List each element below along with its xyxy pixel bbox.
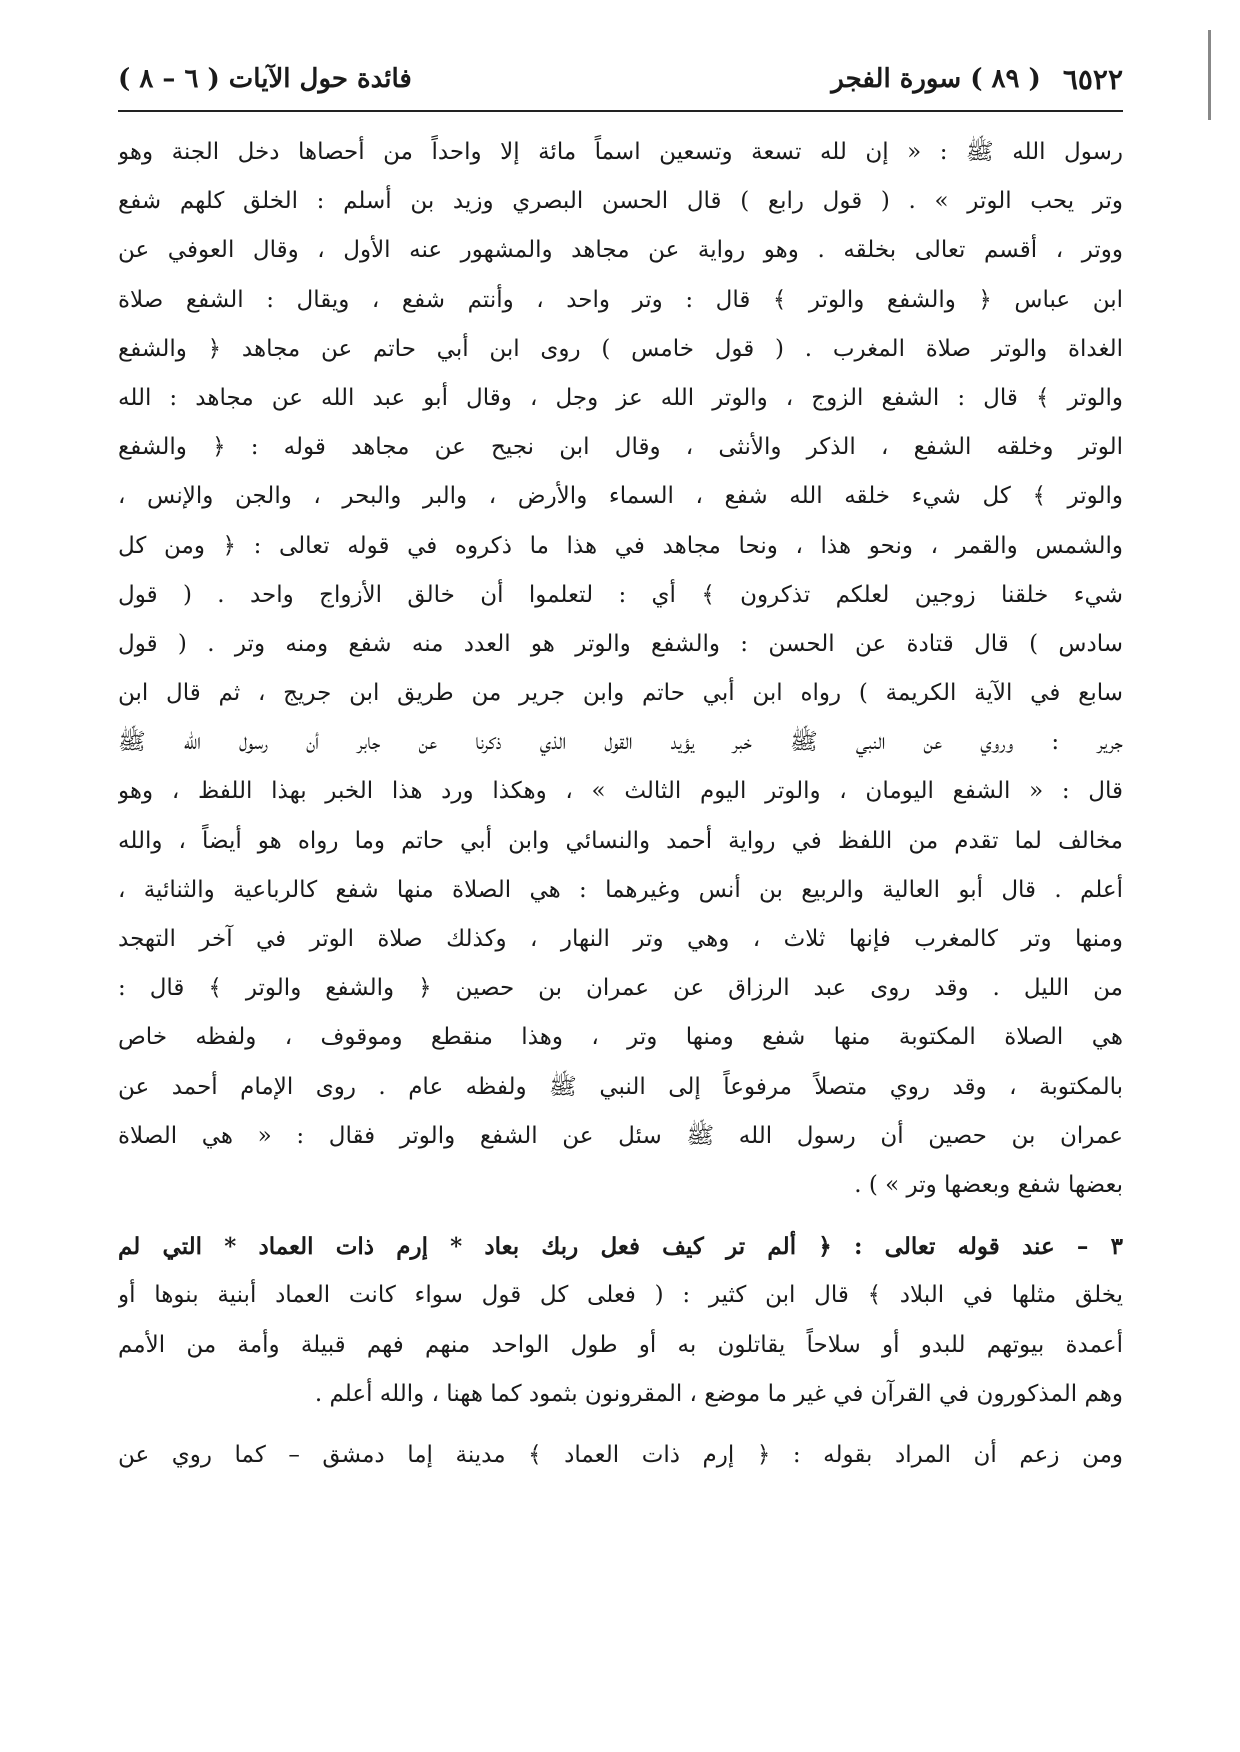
text-line: ٣ – عند قوله تعالى : ﴿ ألم تر كيف فعل ربك بعاد * إرم ذات العماد * التي لم <box>118 1233 1123 1261</box>
text-line: سادس ) قال قتادة عن الحسن : والشفع والوتر هو العدد منه شفع ومنه وتر . ( قول <box>118 630 1123 657</box>
text-line: بالمكتوبة ، وقد روي متصلاً مرفوعاً إلى النبي ﷺ ولفظه عام . روى الإمام أحمد عن <box>118 1073 1123 1100</box>
text-line: هي الصلاة المكتوبة منها شفع ومنها وتر ، وهذا منقطع وموقوف ، ولفظه خاص <box>118 1024 1123 1051</box>
text-line: قال : « الشفع اليومان ، والوتر اليوم الثالث » ، وهكذا ورد هذا الخبر بهذا اللفظ ، وهو <box>118 778 1123 805</box>
running-header <box>118 52 1123 106</box>
text-line: يخلق مثلها في البلاد ﴾ قال ابن كثير : ( فعلى كل قول سواء كانت العماد أبنية بنوها أو <box>118 1282 1123 1309</box>
text-line: رسول الله ﷺ : « إن لله تسعة وتسعين اسماً مائة إلا واحداً من أحصاها دخل الجنة وهو <box>118 139 1123 165</box>
section-title: فائدة حول الآيات ( ٦ – ٨ ) <box>118 64 412 94</box>
text-line: والوتر ﴾ كل شيء خلقه الله شفع ، السماء والأرض ، والبر والبحر ، والجن والإنس ، <box>118 483 1123 510</box>
paragraph <box>118 128 1123 1210</box>
paragraph-gap <box>118 1419 1123 1431</box>
text-line: والوتر ﴾ قال : الشفع الزوج ، والوتر الله عز وجل ، وقال أبو عبد الله عن مجاهد : الله <box>118 384 1123 411</box>
header-right-group <box>831 63 1123 96</box>
text-line: الوتر وخلقه الشفع ، الذكر والأنثى ، وقال ابن نجيح عن مجاهد قوله : ﴿ والشفع <box>118 434 1123 461</box>
text-line: وهم المذكورون في القرآن في غير ما موضع ، المقرونون بثمود كما ههنا ، والله أعلم . <box>314 1380 1123 1407</box>
text-line: من الليل . وقد روى عبد الرزاق عن عمران بن حصين ﴿ والشفع والوتر ﴾ قال : <box>118 975 1123 1002</box>
text-line: الغداة والوتر صلاة المغرب . ( قول خامس ) روى ابن أبي حاتم عن مجاهد ﴿ والشفع <box>118 335 1123 362</box>
text-line: مخالف لما تقدم من اللفظ في رواية أحمد والنسائي وابن أبي حاتم وما رواه هو أيضاً ، والله <box>118 827 1123 854</box>
text-line: ابن عباس ﴿ والشفع والوتر ﴾ قال : وتر واحد ، وأنتم شفع ، ويقال : الشفع صلاة <box>118 286 1123 313</box>
body-text <box>118 128 1123 1480</box>
text-line: أعلم . قال أبو العالية والربيع بن أنس وغيرهما : هي الصلاة منها شفع كالرباعية والثنائية ، <box>118 876 1123 903</box>
surah-title: ( ٨٩ ) سورة الفجر <box>831 64 1041 94</box>
text-line: أعمدة بيوتهم للبدو أو سلاحاً يقاتلون به أو طول الواحد منهم فهم قبيلة وأمة من الأمم <box>118 1331 1123 1358</box>
text-line: ووتر ، أقسم تعالى بخلقه . وهو رواية عن مجاهد والمشهور عنه الأول ، وقال العوفي عن <box>118 237 1123 264</box>
text-line: والشمس والقمر ، ونحو هذا ، ونحا مجاهد في هذا ما ذكروه في قوله تعالى : ﴿ ومن كل <box>118 532 1123 559</box>
paragraph <box>118 1222 1123 1419</box>
text-line: بعضها شفع وبعضها وتر » ) . <box>854 1171 1123 1198</box>
text-line: ومنها وتر كالمغرب فإنها ثلاث ، وهي وتر النهار ، وكذلك صلاة الوتر في آخر التهجد <box>118 926 1123 952</box>
text-line: ومن زعم أن المراد بقوله : ﴿ إرم ذات العماد ﴾ مدينة إما دمشق – كما روي عن <box>118 1441 1123 1468</box>
text-line: عمران بن حصين أن رسول الله ﷺ سئل عن الشفع والوتر فقال : « هي الصلاة <box>118 1122 1123 1149</box>
paragraph-gap <box>118 1210 1123 1222</box>
page-number: ٦٥٢٢ <box>1062 62 1123 96</box>
text-line: وتر يحب الوتر » . ( قول رابع ) قال الحسن البصري وزيد بن أسلم : الخلق كلهم شفع <box>118 188 1123 215</box>
text-line: جرير : وروي عن النبي ﷺ خبر يؤيد القول الذي ذكرنا عن جابر أن رسول الله ﷺ <box>118 729 1123 756</box>
paragraph <box>118 1431 1123 1480</box>
text-line: شيء خلقنا زوجين لعلكم تذكرون ﴾ أي : لتعلموا أن خالق الأزواج واحد . ( قول <box>118 581 1123 608</box>
header-divider <box>118 110 1123 112</box>
scan-binding-mark <box>1208 30 1211 120</box>
text-line: سابع في الآية الكريمة ) رواه ابن أبي حاتم وابن جرير من طريق ابن جريج ، ثم قال ابن <box>118 680 1123 707</box>
